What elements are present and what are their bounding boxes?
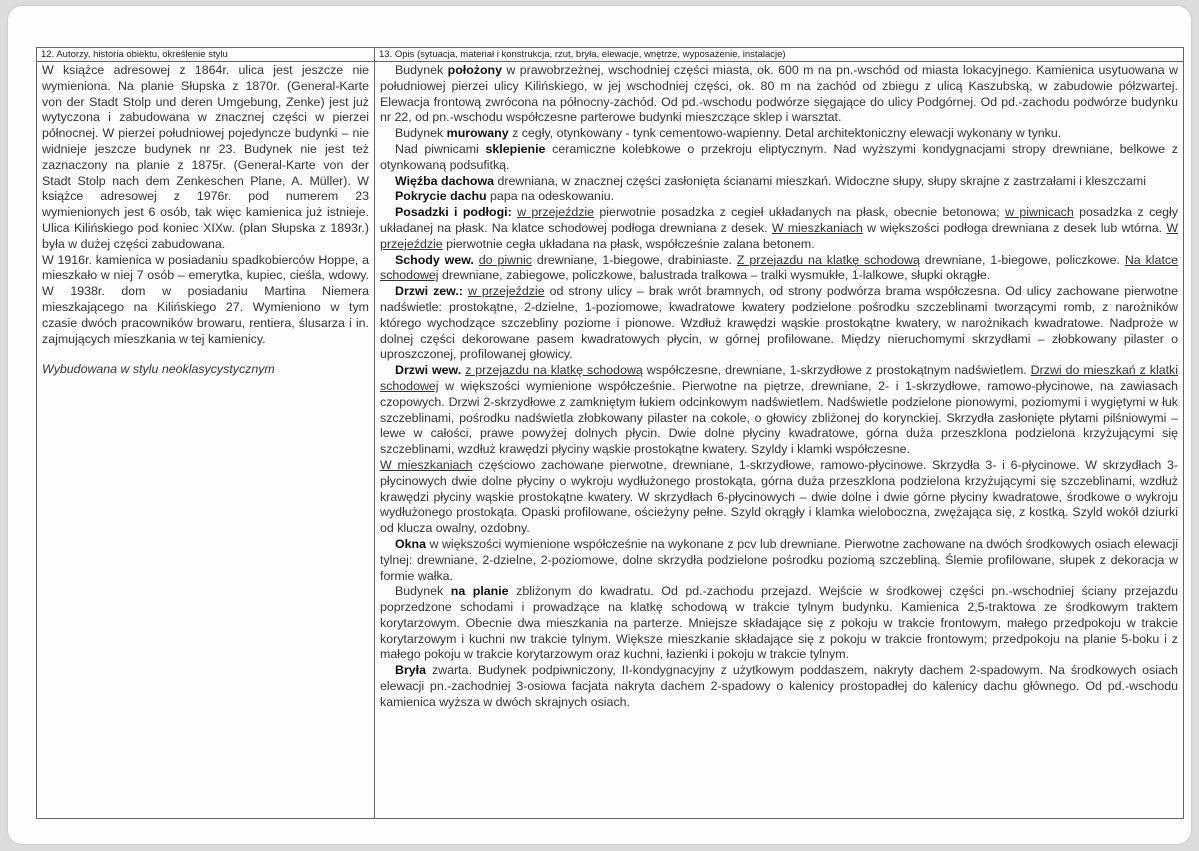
history-column: [37, 48, 375, 818]
history-body: [37, 62, 374, 378]
roofing-paragraph: Pokrycie dachu papa na odeskowaniu.: [395, 189, 615, 204]
vault-paragraph: Nad piwnicami sklepienie ceramiczne kolebkowe o przekroju eliptycznym. Nad wyższymi kondygnacjami stropy drewniane, belkowe z otynkowaną podsufitką.: [380, 141, 1179, 172]
massing-paragraph: Bryła zwarta. Budynek podpiwniczony, II-kondygnacyjny z użytkowym poddaszem, nakryty dachem 2-spadowym. Na środkowych osiach elewacji pn.-zachodniej 3-osiowa facjata nakryta dachem 2-spadowy o kalenicy prostopadłej do kalenicy dachu głównego. Od pd.-wschodu kamienica wyższa w dwóch skrajnych osiach.: [380, 663, 1178, 709]
stairs-paragraph: Schody wew. do piwnic drewniane, 1-biegowe, drabiniaste. Z przejazdu na klatkę schodową drewniane, 1-biegowe, policzkowe. Na klatce schodowej drewniane, zabiegowe, policzkowe, balustrada tralkowa – tralki wysmukłe, 1-lalkowe, słupki okrągłe.: [380, 252, 1178, 283]
form-table: [36, 47, 1184, 819]
roof-truss-paragraph: Więźba dachowa drewniana, w znacznej części zasłonięta ścianami mieszkań. Widoczne słupy, słupy skrajne z zastrzałami i kleszczami: [395, 173, 1146, 188]
history-paragraph: W książce adresowej z 1864r. ulica jest jeszcze nie wymieniona. Na planie Słupska z 1870r. (General-Karte von der Stadt Stolp und deren Umgebung, Zenke) jest już wytyczona i zabudowana w znacznej części w pierzei północnej. W pierzei południowej pojedyncze budynki – nie widnieje jeszcze budynek nr 23. Budynek nie jest też zaznaczony na planie z 1875r. (General-Karte von der Stadt Stolp nach dem Zenkeschen Plane, A. Müller). W książce adresowej z 1976r. pod numerem 23 wymienionych jest 6 osób, tak więc kamienica już istnieje. Ulica Kilińskiego pod koniec XIXw. (plan Słupska z 1893r.) była w dużej części zabudowana.: [42, 63, 369, 251]
interior-doors-paragraph: Drzwi wew. z przejazdu na klatkę schodową współczesne, drewniane, 1-skrzydłowe z prostokątnym nadświetlem. Drzwi do mieszkań z klatki schodowej w większości wymienione współcześnie. Pierwotne na piętrze, drewniane, 2- i 1-skrzydłowe, ramowo-płycinowe, na zawiasach czopowych. Drzwi 2-skrzydłowe z zamkniętym łukiem odcinkowym nadświetlem. Nadświetle podzielone pionowymi, poziomymi i wygiętymi w łuk szczeblinami, pośrodku nadświetla złobkowany pilaster na cokole, o głowicy zbliżonej do korynckiej. Skrzydła zasłonięte płytami pilśniowymi – lewe w całości, prawe powyżej dolnych płycin. Dwie dolne płyciny kwadratowe, górna duża przeszklona podzielona krzyżującymi się szczeblinami, wzdłuż krawędzi płyciny wąskie prostokątne kwatery. Szyldy i klamki współczesne.: [380, 363, 1178, 457]
description-column: [375, 48, 1183, 818]
location-paragraph: Budynek położony w prawobrzeżnej, wschodniej części miasta, ok. 600 m na pn.-wschód od miasta lokacyjnego. Kamienica usytuowana w południowej pierzei ulicy Kilińskiego, w jej wschodniej części, ok. 80 m na zachód od zbiegu z ulicą Kaszubską, w zabudowie półzwartej. Elewacja frontową zwrócona na północny-zachód. Od pd.-wschodu podwórze sięgające do ulicy Podgórnej. Od pd.-zachodu podwórze budynku nr 22, od pn.-wschodu współczesne parterowe budynki mieszczące sklep i warsztat.: [380, 63, 1178, 125]
history-header: 12. Autorzy, historia obiektu, określenie stylu: [37, 48, 374, 62]
description-header: 13. Opis (sytuacja, materiał i konstrukcja, rzut, bryła, elewacje, wnętrze, wyposażenie, instalacje): [375, 48, 1183, 62]
style-statement: Wybudowana w stylu neoklasycystycznym: [42, 362, 275, 377]
floor-plan-paragraph: Budynek na planie zbliżonym do kwadratu. Od pd.-zachodu przejazd. Wejście w środkowej części pn.-wschodniej ściany przejazdu poprzedzone schodami i prowadzące na klatkę schodową w trakcie tylnym budynku. Kamienica 2,5-traktowa ze środkowym traktem korytarzowym. Obecnie dwa mieszkania na parterze. Mniejsze składające się z pokoju w trakcie frontowym, małego przedpokoju w trakcie korytarzowym i kuchni nw trakcie tylnym. Większe mieszkanie składające się z pokoju w trakcie frontowym; przedpokoju na planie 5-boku i z małego pokoju w trakcie korytarzowym oraz kuchni, łazienki i pokoju w trakcie tylnym.: [380, 584, 1178, 662]
floors-paragraph: Posadzki i podłogi: w przejeździe pierwotnie posadzka z cegieł układanych na płask, obecnie betonowa; w piwnicach posadzka z cegły układanej na płask. Na klatce schodowej podłoga drewniana z desek. W mieszkaniach w większości podłoga drewniana z desek lub wtórna. W przejeździe pierwotnie cegła układana na płask, współcześnie zalana betonem.: [380, 205, 1179, 251]
document-sheet: [8, 6, 1191, 844]
history-paragraph: W 1916r. kamienica w posiadaniu spadkobierców Hoppe, a mieszkało w niej 7 osób – emerytka, kupiec, cieśla, wdowy. W 1938r. dom w posiadaniu Martina Niemera mieszkającego na Kilińskiego 27. Wymieniono w tym czasie dwóch pracowników browaru, rentiera, ślusarza i in. zajmujących mieszkania w tej kamienicy.: [42, 252, 369, 346]
apartment-doors-paragraph: W mieszkaniach częściowo zachowane pierwotne, drewniane, 1-skrzydłowe, ramowo-płycinowe. Skrzydła 3- i 6-płycinowe. W skrzydłach 3-płycinowych dwie dolne płyciny o wykroju wydłużonego prostokąta, górna duża przeszklona podzielona krzyżującymi się szczeblinami, wzdłuż krawędzi płyciny wąskie prostokątne kwatery. W skrzydłach 6-płycinowych – dwie dolne i dwie górne płyciny kwadratowe, środkowe o wykroju wydłużonego prostokąta. Opaski profilowane, ościeżyny pełne. Szyld okrągły i klamka wieloboczna, zwężająca się, z kostką. Szyld wokół dziurki od klucza owalny, ozdobny.: [380, 457, 1179, 536]
windows-paragraph: Okna w większości wymienione współcześnie na wykonane z pcv lub drewniane. Pierwotne zachowane na dwóch środkowych osiach elewacji tylnej: drewniane, 2-dzielne, 2-poziomowe, dolne skrzydła podzielone pośrodku poziomą szczebliną. Ślemie profilowane, słupek z dekoracja w formie wałka.: [380, 536, 1178, 583]
exterior-doors-paragraph: Drzwi zew.: w przejeździe od strony ulicy – brak wrót bramnych, od strony podwórza brama współczesna. Od ulicy zachowane pierwotne nadświetle: prostokątne, 2-dzielne, 1-poziomowe, kwadratowe kwatery podzielone pośrodku szczeblinami tworzącymi romb, z narożników którego wychodzące szczebliny poziome i pionowe. Wzdłuż krawędzi wąskie prostokątne kwatery, w narożnikach kwadratowe. Nadproże w dolnej części dekorowane pasem kwadratowych płycin, w górnej profilowane. Między nieruchomymi skrzydłami – złobkowany pilaster o uproszczonej, profilowanej głowicy.: [380, 284, 1178, 362]
description-body: [375, 62, 1183, 711]
construction-paragraph: Budynek murowany z cegły, otynkowany - tynk cementowo-wapienny. Detal architektoniczny elewacji wykonany w tynku.: [395, 126, 1062, 141]
